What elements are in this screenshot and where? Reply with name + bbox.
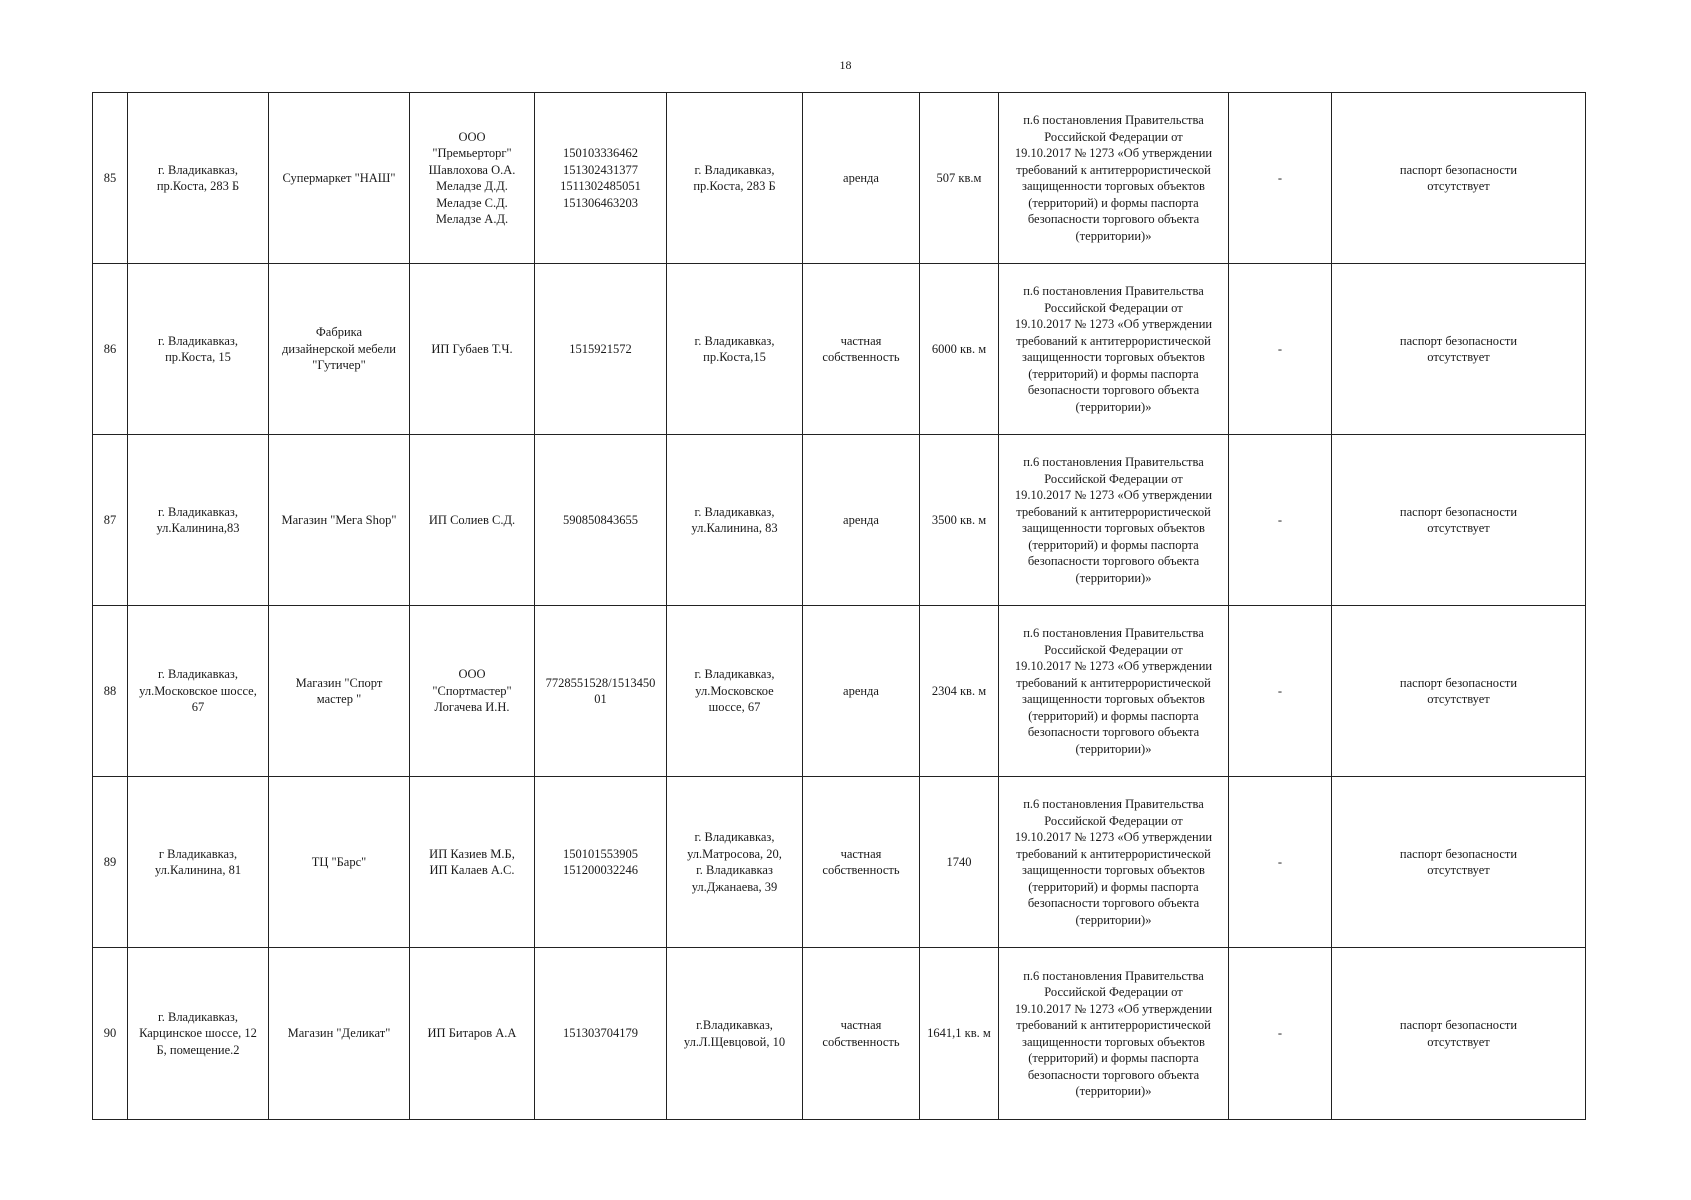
table-row — [93, 777, 1586, 948]
cell-line: 7728551528/1513450 — [545, 675, 656, 690]
area-cell — [920, 264, 999, 435]
ownership-right-cell — [803, 948, 920, 1120]
cell-line: защищенности торговых объектов — [1022, 350, 1205, 364]
cell-line: ул.Калинина, 83 — [691, 521, 778, 535]
cell-line: п.6 постановления Правительства — [1023, 626, 1204, 640]
location-cell — [667, 948, 803, 1120]
cell-line: (территории)» — [1075, 912, 1152, 927]
owner-cell — [410, 93, 535, 264]
row-number-cell: 89 — [93, 777, 128, 948]
area-cell — [920, 606, 999, 777]
legal-basis-cell — [999, 606, 1229, 777]
cell-line: п.6 постановления Правительства — [1023, 113, 1204, 127]
object-address-cell — [128, 93, 269, 264]
cell-line: г. Владикавказ, — [158, 504, 238, 519]
owner-cell — [410, 435, 535, 606]
object-address-cell — [128, 606, 269, 777]
cell-line: г Владикавказ, — [158, 846, 238, 861]
row-number-cell: 86 — [93, 264, 128, 435]
cell-line: пр.Коста, 283 Б — [693, 179, 776, 193]
cell-line: ИП Калаев А.С. — [429, 863, 515, 877]
cell-line: г. Владикавказ, — [694, 504, 775, 519]
cell-line: (территории)» — [1075, 570, 1152, 585]
cell-line: (территории)» — [1075, 228, 1152, 243]
cell-line: 1511302485051 — [560, 179, 641, 193]
object-name-cell — [269, 606, 410, 777]
inn-cell — [535, 777, 667, 948]
cell-line: г. Владикавказ, — [694, 333, 775, 348]
cell-line: отсутствует — [1427, 350, 1490, 364]
cell-line: Российской Федерации от — [1044, 642, 1183, 657]
cell-line: безопасности торгового объекта — [1027, 1067, 1200, 1082]
cell-line: (территории)» — [1075, 1084, 1152, 1098]
area-cell — [920, 777, 999, 948]
inn-cell — [535, 93, 667, 264]
area-cell — [920, 948, 999, 1120]
cell-line: 150101553905 — [563, 846, 638, 861]
table-row — [93, 93, 1586, 264]
cell-line: Карцинское шоссе, 12 — [139, 1026, 257, 1041]
cell-line: п.6 постановления Правительства — [1023, 797, 1204, 811]
cell-line: 19.10.2017 № 1273 «Об утверждении — [1014, 146, 1213, 160]
cell-line: ул.Московское шоссе, — [139, 683, 257, 698]
area-cell — [920, 435, 999, 606]
row-number-cell: 85 — [93, 93, 128, 264]
inn-cell — [535, 606, 667, 777]
owner-cell — [410, 777, 535, 948]
cell-line: 151302431377 — [563, 162, 638, 177]
cell-line: требований к антитеррористической — [1016, 1018, 1211, 1032]
legal-basis-cell — [999, 435, 1229, 606]
cell-line: паспорт безопасности — [1399, 675, 1518, 690]
location-cell — [667, 264, 803, 435]
table-row — [93, 948, 1586, 1120]
cell-line: ул.Калинина, 81 — [154, 863, 242, 877]
owner-cell — [410, 264, 535, 435]
cell-line: (территории)» — [1075, 399, 1152, 414]
page-number: 18 — [839, 58, 852, 72]
cell-line: 590850843655 — [563, 512, 638, 527]
location-cell — [667, 606, 803, 777]
cell-line: частная — [840, 333, 882, 348]
cell-line: ООО — [458, 129, 486, 144]
cell-line: г. Владикавказ, — [694, 162, 775, 177]
cell-line: Российской Федерации от — [1044, 813, 1183, 828]
cell-line: паспорт безопасности — [1399, 504, 1518, 519]
object-name-cell — [269, 264, 410, 435]
ownership-right-cell — [803, 264, 920, 435]
ownership-right-cell — [803, 606, 920, 777]
cell-line: безопасности торгового объекта — [1027, 383, 1200, 397]
cell-line: Супермаркет "НАШ" — [282, 170, 396, 185]
cell-line: пр.Коста, 283 Б — [156, 179, 240, 193]
cell-line: (территорий) и формы паспорта — [1028, 195, 1199, 210]
cell-line: ул.Джанаева, 39 — [691, 879, 778, 894]
cell-line: ул.Калинина,83 — [156, 521, 240, 535]
cell-line: Магазин "Спорт — [295, 675, 383, 690]
cell-line: Российской Федерации от — [1044, 471, 1183, 486]
object-address-cell — [128, 264, 269, 435]
cell-line: собственность — [822, 350, 900, 364]
cell-line: Меладзе А.Д. — [435, 212, 509, 226]
cell-line: защищенности торговых объектов — [1022, 521, 1205, 535]
cell-line: требований к антитеррористической — [1016, 846, 1211, 861]
cell-line: 507 кв.м — [936, 170, 982, 185]
cell-line: отсутствует — [1427, 1034, 1490, 1049]
cell-line: частная — [840, 1018, 882, 1032]
dash-cell: - — [1229, 777, 1332, 948]
cell-line: (территорий) и формы паспорта — [1028, 1051, 1199, 1065]
cell-line: 19.10.2017 № 1273 «Об утверждении — [1014, 830, 1213, 844]
object-address-cell — [128, 777, 269, 948]
cell-line: ТЦ "Барс" — [311, 854, 367, 869]
cell-line: паспорт безопасности — [1399, 846, 1518, 861]
cell-line: 19.10.2017 № 1273 «Об утверждении — [1014, 317, 1213, 331]
object-address-cell — [128, 435, 269, 606]
row-number-cell: 87 — [93, 435, 128, 606]
passport-status-cell — [1332, 435, 1586, 606]
cell-line: 19.10.2017 № 1273 «Об утверждении — [1014, 1001, 1213, 1016]
passport-status-cell — [1332, 948, 1586, 1120]
cell-line: отсутствует — [1427, 179, 1490, 193]
cell-line: (территорий) и формы паспорта — [1028, 879, 1199, 894]
cell-line: ул.Л.Щевцовой, 10 — [683, 1034, 786, 1049]
cell-line: требований к антитеррористической — [1016, 333, 1211, 348]
object-address-cell — [128, 948, 269, 1120]
cell-line: (территории)» — [1075, 741, 1152, 756]
legal-basis-cell — [999, 93, 1229, 264]
cell-line: "Премьерторг" — [432, 146, 512, 160]
cell-line: пр.Коста,15 — [703, 350, 766, 364]
location-cell — [667, 93, 803, 264]
passport-status-cell — [1332, 93, 1586, 264]
cell-line: 01 — [594, 692, 607, 706]
cell-line: (территорий) и формы паспорта — [1028, 537, 1199, 552]
table-row — [93, 264, 1586, 435]
cell-line: отсутствует — [1427, 863, 1490, 877]
cell-line: Шавлохова О.А. — [428, 162, 516, 177]
cell-line: шоссе, 67 — [708, 700, 761, 715]
cell-line: 19.10.2017 № 1273 «Об утверждении — [1014, 488, 1213, 502]
dash-cell: - — [1229, 435, 1332, 606]
location-cell — [667, 777, 803, 948]
cell-line: п.6 постановления Правительства — [1023, 968, 1204, 983]
cell-line: (территорий) и формы паспорта — [1028, 366, 1199, 381]
cell-line: 151200032246 — [563, 863, 638, 877]
cell-line: 1641,1 кв. м — [927, 1026, 991, 1041]
cell-line: Меладзе Д.Д. — [436, 179, 508, 193]
cell-line: ул.Матросова, 20, — [687, 846, 782, 861]
cell-line: г. Владикавказ, — [694, 830, 775, 844]
cell-line: 1740 — [946, 854, 972, 869]
location-cell — [667, 435, 803, 606]
cell-line: требований к антитеррористической — [1016, 504, 1211, 519]
owner-cell — [410, 606, 535, 777]
passport-status-cell — [1332, 264, 1586, 435]
area-cell — [920, 93, 999, 264]
cell-line: ИП Губаев Т.Ч. — [431, 341, 513, 356]
cell-line: Меладзе С.Д. — [436, 195, 508, 210]
cell-line: г.Владикавказ, — [696, 1018, 773, 1032]
row-number-cell: 88 — [93, 606, 128, 777]
cell-line: 151303704179 — [563, 1026, 638, 1041]
table-row — [93, 606, 1586, 777]
ownership-right-cell — [803, 435, 920, 606]
cell-line: отсутствует — [1427, 692, 1490, 706]
object-name-cell — [269, 93, 410, 264]
cell-line: безопасности торгового объекта — [1027, 554, 1200, 568]
passport-status-cell — [1332, 777, 1586, 948]
cell-line: 3500 кв. м — [931, 512, 987, 527]
cell-line: собственность — [822, 1034, 900, 1049]
cell-line: защищенности торговых объектов — [1022, 1034, 1205, 1049]
dash-cell: - — [1229, 606, 1332, 777]
cell-line: Фабрика — [315, 325, 363, 340]
cell-line: паспорт безопасности — [1399, 333, 1518, 348]
cell-line: ИП Битаров А.А — [427, 1026, 517, 1041]
cell-line: ИП Казиев М.Б, — [429, 846, 515, 861]
cell-line: Российской Федерации от — [1044, 985, 1183, 999]
ownership-right-cell — [803, 93, 920, 264]
legal-basis-cell — [999, 264, 1229, 435]
cell-line: защищенности торговых объектов — [1022, 179, 1205, 193]
owner-cell — [410, 948, 535, 1120]
cell-line: "Спортмастер" — [432, 683, 512, 698]
inn-cell — [535, 264, 667, 435]
cell-line: мастер " — [316, 692, 362, 706]
cell-line: 2304 кв. м — [931, 683, 987, 698]
row-number-cell: 90 — [93, 948, 128, 1120]
cell-line: защищенности торговых объектов — [1022, 692, 1205, 706]
cell-line: Российской Федерации от — [1044, 129, 1183, 144]
cell-line: дизайнерской мебели — [282, 341, 396, 356]
cell-line: Российской Федерации от — [1044, 300, 1183, 315]
cell-line: г. Владикавказ — [696, 863, 773, 877]
cell-line: г. Владикавказ, — [158, 162, 238, 177]
inn-cell — [535, 435, 667, 606]
object-name-cell — [269, 948, 410, 1120]
cell-line: г. Владикавказ, — [158, 333, 238, 348]
cell-line: аренда — [843, 683, 879, 698]
table-row — [93, 435, 1586, 606]
cell-line: п.6 постановления Правительства — [1023, 284, 1204, 298]
cell-line: безопасности торгового объекта — [1027, 725, 1200, 739]
cell-line: 6000 кв. м — [931, 341, 987, 356]
dash-cell: - — [1229, 93, 1332, 264]
dash-cell: - — [1229, 264, 1332, 435]
cell-line: безопасности торгового объекта — [1027, 896, 1200, 910]
cell-line: 150103336462 — [563, 146, 638, 160]
legal-basis-cell — [999, 777, 1229, 948]
cell-line: паспорт безопасности — [1399, 1018, 1518, 1032]
cell-line: безопасности торгового объекта — [1027, 212, 1200, 226]
cell-line: аренда — [843, 170, 879, 185]
cell-line: г. Владикавказ, — [158, 1009, 238, 1024]
cell-line: частная — [840, 846, 882, 861]
cell-line: требований к антитеррористической — [1016, 162, 1211, 177]
cell-line: 19.10.2017 № 1273 «Об утверждении — [1014, 659, 1213, 673]
cell-line: г. Владикавказ, — [694, 667, 775, 682]
object-name-cell — [269, 435, 410, 606]
cell-line: 67 — [191, 700, 205, 715]
dash-cell: - — [1229, 948, 1332, 1120]
cell-line: "Гутичер" — [312, 358, 366, 373]
cell-line: п.6 постановления Правительства — [1023, 455, 1204, 469]
registry-table — [92, 92, 1586, 1120]
cell-line: Магазин "Деликат" — [287, 1026, 391, 1041]
cell-line: отсутствует — [1427, 521, 1490, 535]
ownership-right-cell — [803, 777, 920, 948]
cell-line: Магазин "Мега Shop" — [281, 512, 397, 527]
cell-line: требований к антитеррористической — [1016, 675, 1211, 690]
cell-line: 151306463203 — [563, 195, 638, 210]
cell-line: защищенности торговых объектов — [1022, 863, 1205, 877]
cell-line: собственность — [822, 863, 900, 877]
cell-line: ООО — [458, 667, 486, 682]
cell-line: ул.Московское — [695, 683, 774, 698]
cell-line: ИП Солиев С.Д. — [428, 512, 516, 527]
cell-line: г. Владикавказ, — [158, 667, 238, 682]
inn-cell — [535, 948, 667, 1120]
legal-basis-cell — [999, 948, 1229, 1120]
cell-line: (территорий) и формы паспорта — [1028, 708, 1199, 723]
passport-status-cell — [1332, 606, 1586, 777]
cell-line: 1515921572 — [569, 341, 632, 356]
cell-line: паспорт безопасности — [1399, 162, 1518, 177]
cell-line: Логачева И.Н. — [434, 700, 510, 715]
object-name-cell — [269, 777, 410, 948]
cell-line: аренда — [843, 512, 879, 527]
cell-line: Б, помещение.2 — [156, 1042, 240, 1057]
cell-line: пр.Коста, 15 — [165, 350, 231, 364]
